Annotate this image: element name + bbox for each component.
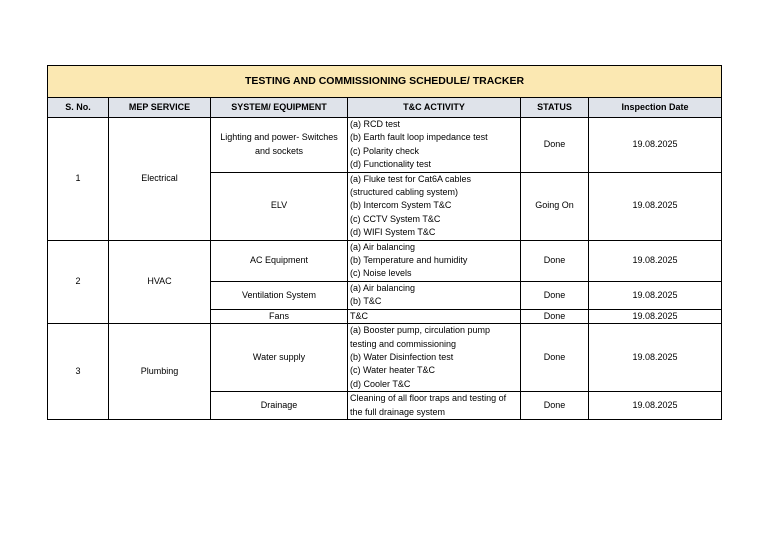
activity-line: T&C	[350, 310, 368, 321]
system-equipment-cell: Ventilation System	[211, 281, 348, 309]
inspection-date-cell: 19.08.2025	[589, 324, 722, 392]
table-row	[48, 118, 722, 173]
header-system-equipment: SYSTEM/ EQUIPMENT	[211, 98, 348, 118]
activity-line: (a) Air balancing	[350, 241, 416, 252]
activity-line: (b) Intercom System T&C	[350, 200, 452, 211]
inspection-date-cell: 19.08.2025	[589, 172, 722, 240]
activity-line: (d) Cooler T&C	[350, 378, 411, 389]
table-title: TESTING AND COMMISSIONING SCHEDULE/ TRACKER	[48, 66, 722, 98]
table-row	[48, 240, 722, 281]
tc-activity-cell	[348, 309, 521, 323]
activity-line: (c) Noise levels	[350, 268, 412, 279]
title-row	[48, 66, 722, 98]
header-status: STATUS	[521, 98, 589, 118]
tc-activity-cell	[348, 281, 521, 309]
activity-line: (b) Earth fault loop impedance test	[350, 132, 488, 143]
status-cell: Done	[521, 392, 589, 420]
inspection-date-cell: 19.08.2025	[589, 281, 722, 309]
tc-activity-cell	[348, 172, 521, 240]
status-cell: Going On	[521, 172, 589, 240]
system-equipment-cell: ELV	[211, 172, 348, 240]
activity-line: (d) Functionality test	[350, 159, 432, 170]
header-row	[48, 98, 722, 118]
activity-line: (a) Air balancing	[350, 282, 416, 293]
header-inspection-date: Inspection Date	[589, 98, 722, 118]
system-equipment-cell: Water supply	[211, 324, 348, 392]
activity-line: testing and commissioning	[350, 338, 457, 349]
activity-line: (b) Temperature and humidity	[350, 255, 468, 266]
status-cell: Done	[521, 281, 589, 309]
header-sno: S. No.	[48, 98, 109, 118]
mep-service-cell: HVAC	[109, 240, 211, 323]
tc-tracker-table	[47, 65, 722, 420]
inspection-date-cell: 19.08.2025	[589, 309, 722, 323]
activity-line: (c) Water heater T&C	[350, 365, 436, 376]
tc-activity-cell	[348, 324, 521, 392]
header-mep-service: MEP SERVICE	[109, 98, 211, 118]
tc-activity-cell	[348, 118, 521, 173]
system-equipment-cell: Drainage	[211, 392, 348, 420]
activity-line: (c) CCTV System T&C	[350, 213, 441, 224]
serial-number-cell: 3	[48, 324, 109, 420]
activity-line: (d) WIFI System T&C	[350, 227, 436, 238]
inspection-date-cell: 19.08.2025	[589, 118, 722, 173]
activity-line: Cleaning of all floor traps and testing of	[350, 393, 507, 404]
tc-activity-cell	[348, 240, 521, 281]
status-cell: Done	[521, 118, 589, 173]
activity-line: (b) Water Disinfection test	[350, 351, 454, 362]
activity-line: (a) Fluke test for Cat6A cables	[350, 173, 472, 184]
serial-number-cell: 1	[48, 118, 109, 241]
inspection-date-cell: 19.08.2025	[589, 392, 722, 420]
system-equipment-cell: Lighting and power- Switches and sockets	[211, 118, 348, 173]
serial-number-cell: 2	[48, 240, 109, 323]
status-cell: Done	[521, 309, 589, 323]
mep-service-cell: Plumbing	[109, 324, 211, 420]
table-body	[48, 118, 722, 420]
activity-line: (structured cabling system)	[350, 187, 459, 198]
header-tc-activity: T&C ACTIVITY	[348, 98, 521, 118]
mep-service-cell: Electrical	[109, 118, 211, 241]
activity-line: (c) Polarity check	[350, 145, 420, 156]
system-equipment-cell: AC Equipment	[211, 240, 348, 281]
activity-line: the full drainage system	[350, 406, 446, 417]
inspection-date-cell: 19.08.2025	[589, 240, 722, 281]
activity-line: (b) T&C	[350, 296, 382, 307]
activity-line: (a) Booster pump, circulation pump	[350, 325, 491, 336]
activity-line: (a) RCD test	[350, 119, 401, 129]
table-row	[48, 324, 722, 392]
status-cell: Done	[521, 324, 589, 392]
tc-activity-cell	[348, 392, 521, 420]
status-cell: Done	[521, 240, 589, 281]
system-equipment-cell: Fans	[211, 309, 348, 323]
